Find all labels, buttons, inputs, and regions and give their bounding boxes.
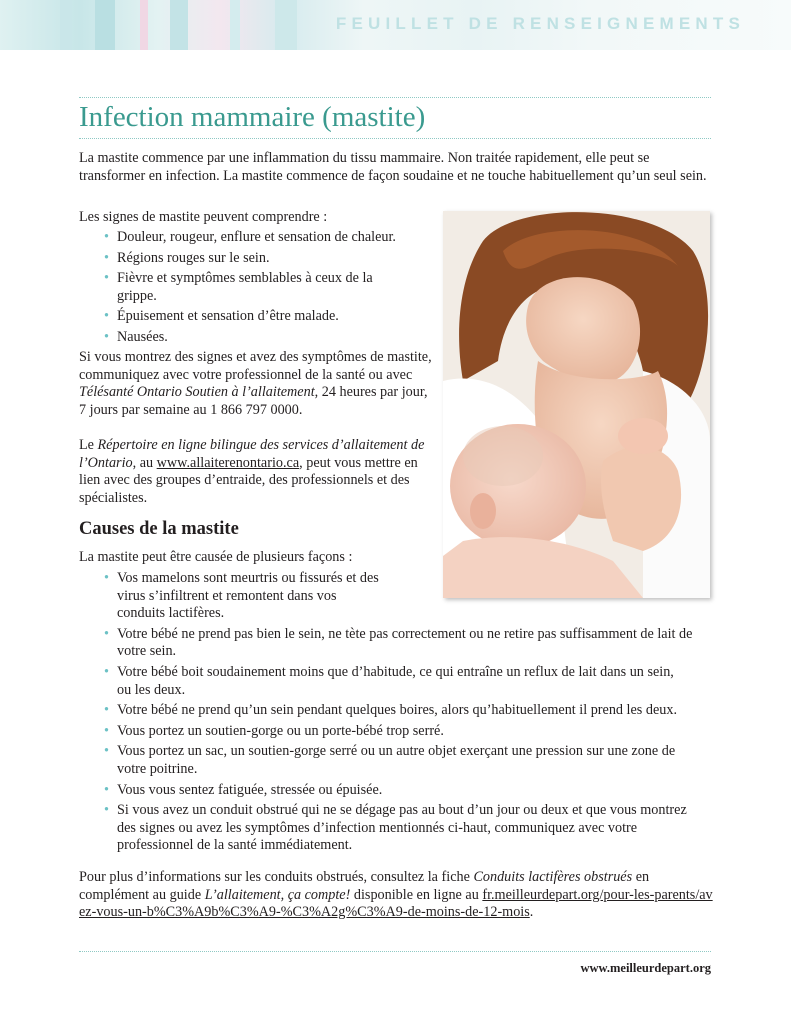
breastfeeding-photo (443, 211, 710, 598)
list-item: • Votre bébé boit soudainement moins que d’habitude, ce qui entraîne un reflux de lait dans un sein, ou les deux. (104, 664, 687, 699)
more-info-paragraph (79, 869, 714, 922)
list-item: • Votre bébé ne prend qu’un sein pendant quelques boires, alors qu’habituellement il prend les deux. (104, 702, 687, 720)
footer-text: . (529, 904, 534, 921)
header-stripe (170, 0, 188, 50)
causes-intro: La mastite peut être causée de plusieurs façons : (79, 549, 353, 565)
repertoire-text: , au (132, 454, 157, 471)
repertoire-name: Répertoire en ligne bilingue des services d’allaitement de l’Ontario (79, 437, 425, 471)
causes-list (104, 570, 704, 858)
header-stripe (95, 0, 115, 50)
header-label: FEUILLET DE RENSEIGNEMENTS (335, 14, 745, 33)
contact-text: , 24 heures par jour, 7 jours par semaine au 1 866 797 0000. (79, 384, 428, 418)
website-url[interactable]: www.meilleurdepart.org (580, 961, 711, 975)
repertoire-text: Le (79, 437, 98, 453)
list-item: • Fièvre et symptômes semblables à ceux de la grippe. (104, 270, 382, 305)
list-item: • Vous vous sentez fatiguée, stressée ou épuisée. (104, 782, 704, 800)
guide-title: L’allaitement, ça compte! (204, 886, 351, 903)
list-item: • Nausées. (104, 329, 434, 347)
allaiter-link[interactable]: www.allaiterenontario.ca (156, 454, 300, 471)
list-item: • Régions rouges sur le sein. (104, 250, 434, 268)
header-stripe (230, 0, 240, 50)
divider (79, 97, 711, 98)
list-item: • Si vous avez un conduit obstrué qui ne se dégage pas au bout d’un jour ou deux et que vous montrez des signes ou avez les symptômes d’infection mentionnés ci-haut, communiquez avec votre professionnel de la santé immédiatement. (104, 802, 704, 855)
list-item: • Vous portez un soutien-gorge ou un porte-bébé trop serré. (104, 723, 704, 741)
contact-paragraph (79, 349, 434, 419)
page-title: Infection mammaire (mastite) (79, 101, 426, 133)
header-stripe (60, 0, 72, 50)
header-stripe (275, 0, 297, 50)
breastfeeding-illustration (443, 211, 710, 598)
conduits-title: Conduits lactifères obstrués (473, 869, 633, 885)
signs-list (104, 229, 434, 350)
list-item: • Votre bébé ne prend pas bien le sein, ne tète pas correctement ou ne retire pas suffisamment de lait de votre sein. (104, 626, 704, 661)
list-item: • Vos mamelons sont meurtris ou fissurés et des virus s’infiltrent et remontent dans vos conduits lactifères. (104, 570, 387, 623)
header-band (0, 0, 791, 50)
repertoire-paragraph (79, 437, 434, 507)
telesante-name: Télésanté Ontario Soutien à l’allaitement (79, 384, 315, 401)
signs-intro: Les signes de mastite peuvent comprendre : (79, 209, 328, 225)
list-item: • Douleur, rougeur, enflure et sensation de chaleur. (104, 229, 434, 247)
footer-text: Pour plus d’informations sur les conduits obstrués, consultez la fiche (79, 869, 474, 885)
divider (79, 138, 711, 139)
contact-text: Si vous montrez des signes et avez des symptômes de mastite, communiquez avec votre professionnel de la santé ou avec (79, 349, 432, 383)
list-item: • Vous portez un sac, un soutien-gorge serré ou un autre objet exerçant une pression sur une zone de votre poitrine. (104, 743, 697, 778)
footer-text: en complément au guide (79, 869, 650, 903)
footer-text: disponible en ligne au (350, 886, 483, 903)
list-item: • Épuisement et sensation d’être malade. (104, 308, 434, 326)
header-stripe (140, 0, 148, 50)
causes-heading: Causes de la mastite (79, 519, 239, 539)
meilleurdepart-link[interactable]: fr.meilleurdepart.org/pour-les-parents/avez-vous-un-b%C3%A9b%C3%A9-%C3%A2g%C3%A9-de-moins-de-12-mois (79, 886, 713, 921)
intro-paragraph: La mastite commence par une inflammation du tissu mammaire. Non traitée rapidement, elle peut se transformer en infection. La mastite commence de façon soudaine et ne touche habituellement qu’un seul sein. (79, 150, 707, 184)
repertoire-text: , peut vous mettre en lien avec des groupes d’entraide, des professionnels et des spécialistes. (79, 454, 418, 506)
divider (79, 951, 711, 952)
